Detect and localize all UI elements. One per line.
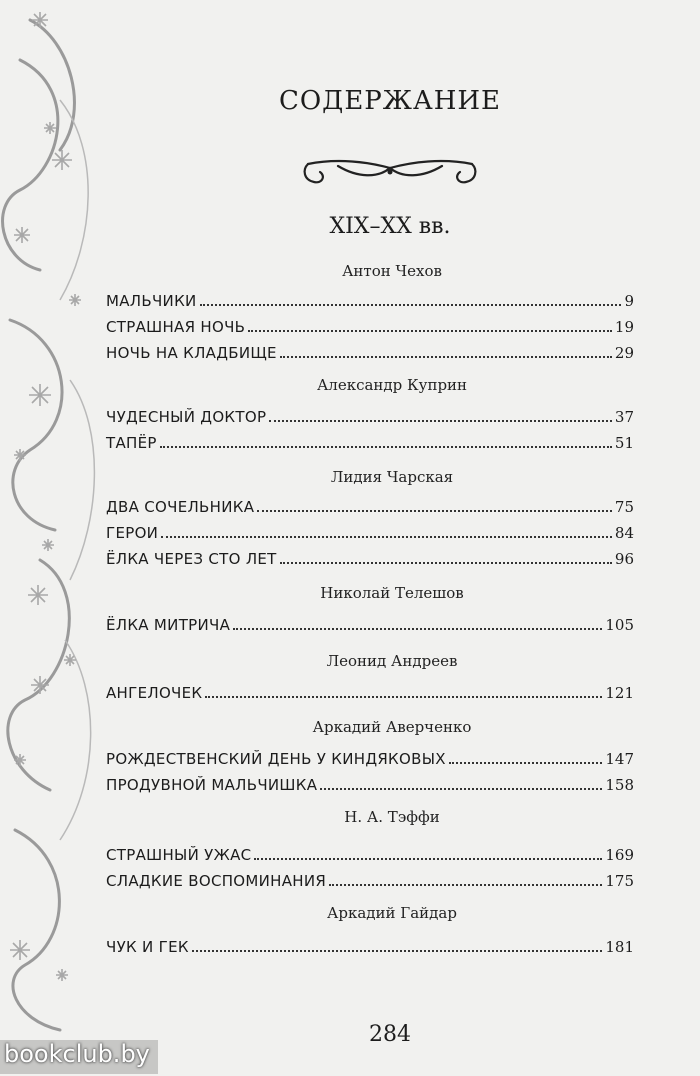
entry-title: ТАПЁР xyxy=(106,434,157,452)
dot-leader xyxy=(254,857,602,860)
entry-page: 51 xyxy=(614,434,634,452)
toc-entry[interactable] xyxy=(106,680,634,702)
entry-page: 175 xyxy=(605,872,634,890)
entry-title: ЧУДЕСНЫЙ ДОКТОР xyxy=(106,408,267,426)
entry-page: 9 xyxy=(624,292,634,310)
dot-leader xyxy=(161,535,612,538)
dot-leader xyxy=(205,695,602,698)
page-number: 284 xyxy=(369,1022,411,1047)
toc-entry[interactable] xyxy=(106,868,634,890)
entry-title: СТРАШНАЯ НОЧЬ xyxy=(106,318,246,336)
author-heading: Н. А. Тэффи xyxy=(344,808,440,826)
toc-entry[interactable] xyxy=(106,746,634,768)
entry-title: ГЕРОИ xyxy=(106,524,159,542)
toc-entry[interactable] xyxy=(106,340,634,362)
entry-page: 37 xyxy=(614,408,634,426)
entry-page: 96 xyxy=(614,550,634,568)
toc-entry[interactable] xyxy=(106,842,634,864)
dot-leader xyxy=(280,561,612,564)
dot-leader xyxy=(233,627,602,630)
entry-page: 121 xyxy=(605,684,634,702)
toc-entry[interactable] xyxy=(106,934,634,956)
toc-entry[interactable] xyxy=(106,430,634,452)
dot-leader xyxy=(320,787,602,790)
entry-title: ЁЛКА МИТРИЧА xyxy=(106,616,231,634)
entry-page: 169 xyxy=(605,846,634,864)
author-heading: Александр Куприн xyxy=(316,376,468,394)
entry-title: МАЛЬЧИКИ xyxy=(106,292,197,310)
dot-leader xyxy=(257,509,612,512)
author-heading: Лидия Чарская xyxy=(330,468,454,486)
entry-page: 105 xyxy=(605,616,634,634)
author-heading: Леонид Андреев xyxy=(326,652,458,670)
entry-title: НОЧЬ НА КЛАДБИЩЕ xyxy=(106,344,277,362)
toc-entry[interactable] xyxy=(106,288,634,310)
author-heading: Аркадий Аверченко xyxy=(312,718,472,736)
page-title: СОДЕРЖАНИЕ xyxy=(278,86,502,116)
toc-entry[interactable] xyxy=(106,314,634,336)
dot-leader xyxy=(269,419,612,422)
entry-page: 181 xyxy=(605,938,634,956)
dot-leader xyxy=(200,303,622,306)
author-heading: Антон Чехов xyxy=(342,262,442,280)
flourish-divider-icon xyxy=(298,144,482,192)
entry-page: 158 xyxy=(605,776,634,794)
entry-title: ЁЛКА ЧЕРЕЗ СТО ЛЕТ xyxy=(106,550,277,568)
dot-leader xyxy=(280,355,612,358)
entry-page: 29 xyxy=(614,344,634,362)
toc-entry[interactable] xyxy=(106,612,634,634)
watermark: bookclub.by xyxy=(0,1040,158,1074)
toc-entry[interactable] xyxy=(106,772,634,794)
entry-page: 84 xyxy=(614,524,634,542)
dot-leader xyxy=(192,949,603,952)
dot-leader xyxy=(449,761,603,764)
entry-title: ДВА СОЧЕЛЬНИКА xyxy=(106,498,255,516)
entry-title: РОЖДЕСТВЕНСКИЙ ДЕНЬ У КИНДЯКОВЫХ xyxy=(106,750,446,768)
dot-leader xyxy=(329,883,602,886)
era-heading: XIX–XX вв. xyxy=(329,214,451,239)
entry-title: СТРАШНЫЙ УЖАС xyxy=(106,846,252,864)
entry-title: ЧУК И ГЕК xyxy=(106,938,189,956)
snowflake-swirl-border xyxy=(0,0,110,1076)
dot-leader xyxy=(248,329,612,332)
toc-entry[interactable] xyxy=(106,494,634,516)
toc-entry[interactable] xyxy=(106,546,634,568)
entry-page: 147 xyxy=(605,750,634,768)
entry-title: АНГЕЛОЧЕК xyxy=(106,684,203,702)
toc-entry[interactable] xyxy=(106,520,634,542)
dot-leader xyxy=(160,445,612,448)
toc-entry[interactable] xyxy=(106,404,634,426)
entry-title: СЛАДКИЕ ВОСПОМИНАНИЯ xyxy=(106,872,327,890)
entry-page: 19 xyxy=(614,318,634,336)
entry-title: ПРОДУВНОЙ МАЛЬЧИШКА xyxy=(106,776,318,794)
author-heading: Николай Телешов xyxy=(320,584,464,602)
author-heading: Аркадий Гайдар xyxy=(327,904,457,922)
entry-page: 75 xyxy=(614,498,634,516)
